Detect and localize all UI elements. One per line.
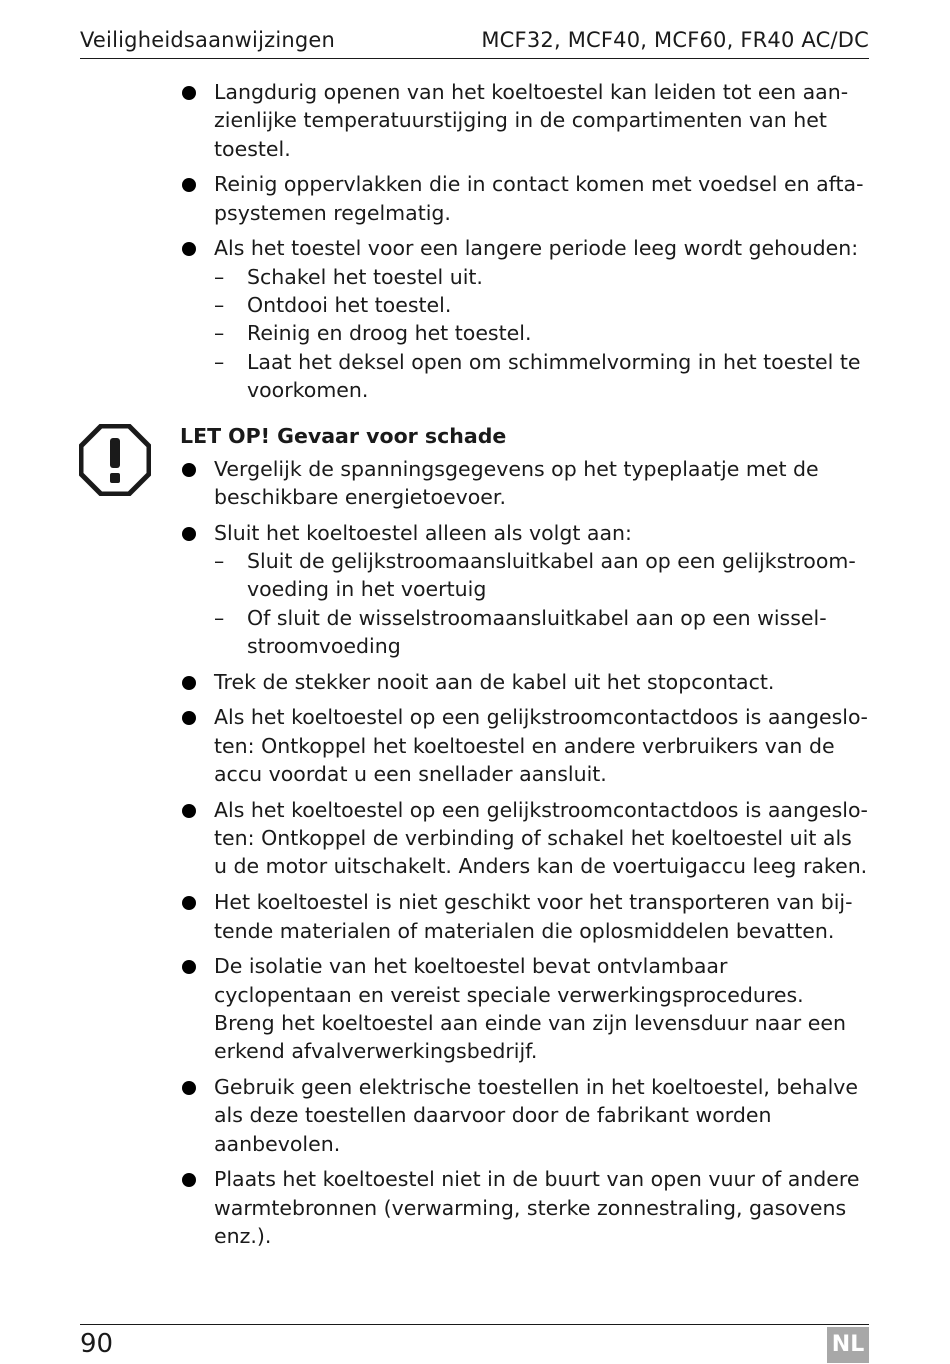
bullet-icon <box>182 527 196 541</box>
list-item-text: Als het toestel voor een langere periode leeg wordt gehouden: <box>214 236 859 261</box>
sub-list-item <box>180 547 870 604</box>
list-item-text: Het koeltoestel is niet geschikt voor het transporteren van bijtende materialen of materialen die oplosmiddelen bevatten. <box>214 890 853 943</box>
dash-icon: – <box>214 264 225 289</box>
dash-icon: – <box>214 548 225 573</box>
bullet-icon <box>182 711 196 725</box>
bullet-icon <box>182 242 196 256</box>
sub-list-item-text: Schakel het toestel uit. <box>247 264 483 289</box>
dash-icon: – <box>214 321 225 346</box>
list-item-text: Vergelijk de spanningsgegevens op het typeplaatje met de beschikbare energietoevoer. <box>214 456 819 509</box>
sub-list-item-text: Ontdooi het toestel. <box>247 293 452 318</box>
list-item <box>180 234 870 404</box>
bullet-icon <box>182 960 196 974</box>
sub-list-item-text: Sluit de gelijkstroomaansluitkabel aan op een gelijkstroomvoeding in het voertuig <box>247 548 856 602</box>
section-title: Veiligheidsaanwijzingen <box>80 28 336 52</box>
list-item <box>180 1165 870 1250</box>
list-item-text: Als het koeltoestel op een gelijkstroomcontactdoos is aangesloten: Ontkoppel de verbinding of schakel het koeltoestel uit als u de motor uitschakelt. Anders kan de voertuigaccu leeg raken. <box>214 797 868 879</box>
sub-list-item-text: Of sluit de wisselstroomaansluitkabel aan op een wisselstroomvoeding <box>247 605 827 658</box>
warning-heading: LET OP! Gevaar voor schade <box>180 424 507 449</box>
list-item <box>180 703 870 788</box>
bullet-icon <box>182 1081 196 1095</box>
sub-list-item <box>180 263 870 291</box>
dash-icon: – <box>214 605 225 630</box>
page-footer <box>80 1324 869 1359</box>
bullet-icon <box>182 463 196 477</box>
list-item-text: Als het koeltoestel op een gelijkstroomcontactdoos is aangesloten: Ontkoppel het koeltoestel en andere verbruikers van de accu voordat u een snellader aansluit. <box>214 705 868 787</box>
list-item-text: Sluit het koeltoestel alleen als volgt aan: <box>214 520 632 545</box>
safety-content <box>180 78 870 1258</box>
safety-list-warning <box>180 455 870 1251</box>
sub-list-item <box>180 319 870 347</box>
list-item <box>180 952 870 1065</box>
page-header <box>80 28 869 59</box>
safety-list-top <box>180 78 870 404</box>
list-item <box>180 78 870 163</box>
sub-list-item <box>180 604 870 661</box>
page-number: 90 <box>80 1329 114 1359</box>
list-item <box>180 796 870 881</box>
list-item <box>180 455 870 512</box>
dash-icon: – <box>214 293 225 318</box>
list-item <box>180 170 870 227</box>
list-item <box>180 519 870 660</box>
model-list: MCF32, MCF40, MCF60, FR40 AC/DC <box>481 28 869 52</box>
bullet-icon <box>182 86 196 100</box>
language-badge: NL <box>827 1327 869 1363</box>
sub-list-item-text: Laat het deksel open om schimmelvorming in het toestel te voorkomen. <box>247 349 861 402</box>
dash-icon: – <box>214 349 225 374</box>
list-item <box>180 888 870 945</box>
list-item-text: Langdurig openen van het koeltoestel kan leiden tot een aanzienlijke temperatuurstijging in de compartimenten van het toestel. <box>214 80 849 161</box>
bullet-icon <box>182 896 196 910</box>
list-item-text: Gebruik geen elektrische toestellen in het koeltoestel, behalve als deze toestellen daarvoor door de fabrikant worden aanbevolen. <box>214 1075 859 1156</box>
list-item <box>180 1073 870 1158</box>
list-item <box>180 668 870 696</box>
list-item-text: Reinig oppervlakken die in contact komen met voedsel en aftapsystemen regelmatig. <box>214 172 864 225</box>
bullet-icon <box>182 178 196 192</box>
sub-list-item <box>180 291 870 319</box>
bullet-icon <box>182 804 196 818</box>
list-item-text: Trek de stekker nooit aan de kabel uit het stopcontact. <box>214 669 775 694</box>
bullet-icon <box>182 676 196 690</box>
list-item-text: Plaats het koeltoestel niet in de buurt van open vuur of andere warmtebronnen (verwarming, sterke zonnestraling, gasovens enz.). <box>214 1167 860 1248</box>
list-item-text: De isolatie van het koeltoestel bevat ontvlambaar cyclopentaan en vereist speciale verwerkingsprocedures. Breng het koeltoestel aan einde van zijn levensduur naar een erkend afvalverwerkingsbedrijf. <box>214 954 846 1064</box>
bullet-icon <box>182 1173 196 1187</box>
warning-octagon-icon <box>79 424 151 496</box>
sub-list-item <box>180 348 870 405</box>
sub-list-item-text: Reinig en droog het toestel. <box>247 321 532 346</box>
